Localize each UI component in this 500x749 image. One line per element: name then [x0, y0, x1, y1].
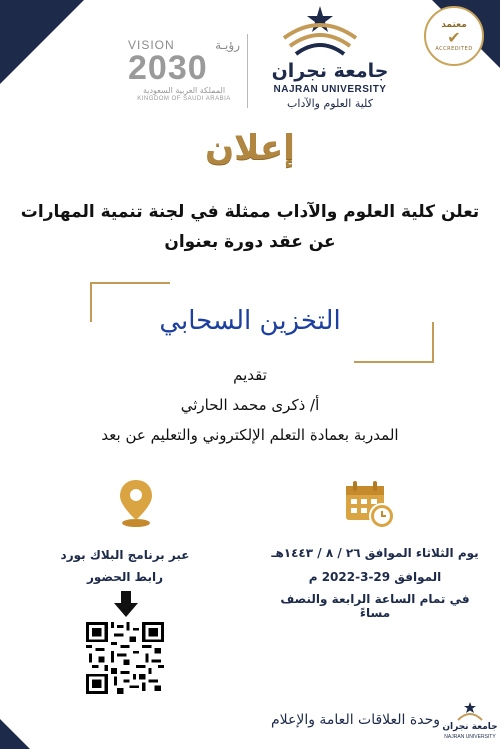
logo-divider — [247, 34, 248, 108]
presenter-role: المدربة بعمادة التعلم الإلكتروني والتعليم عن بعد — [101, 426, 399, 444]
location-pin-icon — [116, 478, 156, 528]
announcement-intro-line1: تعلن كلية العلوم والآداب ممثلة في لجنة تنمية المهارات — [20, 202, 480, 222]
corner-decoration-bottom-left — [0, 719, 30, 749]
check-seal-icon: ✔ — [447, 28, 461, 47]
schedule-day: يوم الثلاثاء الموافق ٢٦ / ٨ / ١٤٤٣هـ — [271, 546, 479, 560]
vision-en: VISION — [128, 38, 175, 52]
schedule-date: الموافق 29-3-2022 م — [308, 570, 442, 584]
title-frame-bottom — [354, 361, 434, 363]
vision-year: 2030 — [128, 49, 208, 87]
announcement-heading: إعلان — [205, 128, 295, 168]
footer-logo-ar: جامعة نجران — [442, 722, 498, 732]
announcement-intro-line2: عن عقد دورة بعنوان — [164, 232, 336, 252]
vision-ar: رؤيـة — [215, 38, 240, 52]
blackboard-label: عبر برنامج البلاك بورد — [60, 548, 190, 562]
schedule-time: في تمام الساعة الرابعة والنصف مساءً — [280, 592, 470, 620]
vision-kingdom-en: KINGDOM OF SAUDI ARABIA — [137, 96, 231, 102]
corner-decoration-top-left — [0, 0, 84, 84]
title-frame-right — [432, 322, 434, 363]
university-name-ar: جامعة نجران — [271, 60, 389, 82]
presenter-name: أ/ ذكرى محمد الحارثي — [180, 396, 320, 414]
footer-unit-name: وحدة العلاقات العامة والإعلام — [270, 712, 440, 728]
accredited-badge-en: ACCREDITED — [435, 46, 473, 52]
college-name: كلية العلوم والآداب — [287, 97, 373, 110]
attendance-qr-code[interactable] — [86, 622, 164, 694]
accredited-badge — [424, 6, 484, 66]
presented-label: تقديم — [233, 366, 267, 384]
najran-university-logo-mark — [280, 4, 360, 62]
down-arrow-icon — [112, 590, 140, 618]
attendance-link-label: رابط الحضور — [86, 570, 164, 584]
vision-kingdom-ar: المملكة العربية السعودية — [142, 86, 226, 95]
calendar-clock-icon — [344, 478, 396, 530]
accredited-badge-ar: معتمد — [441, 20, 467, 30]
course-title: التخزين السحابي — [159, 306, 341, 336]
title-frame-top — [90, 282, 170, 284]
title-frame-left — [90, 282, 92, 322]
footer-university-logo-icon — [456, 702, 484, 722]
footer-logo-en: NAJRAN UNIVERSITY — [444, 734, 496, 740]
university-name-en: NAJRAN UNIVERSITY — [273, 84, 387, 95]
